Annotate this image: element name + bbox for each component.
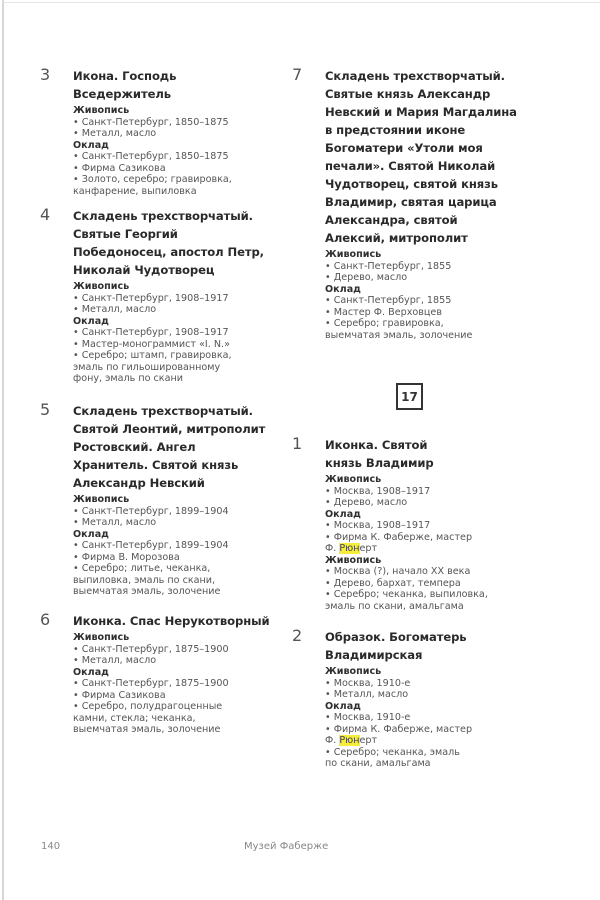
page-number: 140 [41,841,61,852]
title-line: Алексий, митрополит [325,231,468,245]
detail-line: • Металл, масло [325,689,409,700]
detail-line: • Санкт-Петербург, 1875–1900 [73,643,229,655]
detail-line: • Москва, 1908–1917 [325,520,431,531]
entry-title [73,67,278,103]
detail-line: • Санкт-Петербург, 1899–1904 [73,540,229,551]
title-line: Святой Леонтий, митрополит [73,422,266,436]
title-line: Святые князь Александр [325,87,491,101]
section-label: Живопись [325,666,382,677]
title-line: Чудотворец, святой князь [325,177,498,191]
title-line: Ростовский. Ангел [73,440,196,454]
detail-line: • Санкт-Петербург, 1875–1900 [73,678,229,689]
section-label: Живопись [73,494,130,505]
page-border-top [2,2,600,3]
catalog-entry-4 [40,205,278,385]
entry-title [73,612,278,630]
title-line: Богоматери «Утоли моя [325,141,483,155]
detail-line: • Фирма Сазикова [73,689,166,701]
title-line: в предстоянии иконе [325,123,466,137]
detail-line: эмаль по гильошированному [73,361,221,373]
detail-line: • Санкт-Петербург, 1908–1917 [73,292,229,304]
section-label: Живопись [73,105,130,116]
detail-line: • Санкт-Петербург, 1855 [325,295,452,306]
master-prefix: Ф. [325,543,340,554]
text-highlight[interactable]: Рюн [339,735,360,746]
detail-line: • Санкт-Петербург, 1899–1904 [73,505,229,517]
detail-line: • Дерево, масло [325,497,408,508]
title-line: Хранитель. Святой князь [73,458,239,472]
title-line: Складень трехстворчатый. [73,209,253,223]
section-label: Оклад [73,666,109,678]
title-line: Образок. Богоматерь [325,630,467,644]
detail-line: • Москва (?), начало XX века [325,566,471,577]
detail-line: • Серебро; гравировка, [325,318,444,329]
title-line: Иконка. Святой [325,438,428,452]
catalog-entry-6 [40,610,278,736]
running-footer: Музей Фаберже [244,841,329,852]
entry-title [325,436,525,472]
catalog-entry-2 [292,626,525,770]
title-line: Икона. Господь Вседержитель [73,69,177,101]
detail-line: • Серебро; чеканка, выпиловка, [325,589,488,600]
catalog-entry-7 [292,65,525,341]
detail-line: • Москва, 1908–1917 [325,485,431,497]
detail-line: камни, стекла; чеканка, [73,712,196,724]
detail-line: • Мастер Ф. Верховцев [325,306,442,318]
detail-line: • Москва, 1910-е [325,712,411,723]
title-line: Святые Георгий [73,227,178,241]
detail-line: • Металл, масло [73,517,157,528]
title-line: Складень трехстворчатый. [73,404,253,418]
section-label: Оклад [325,700,361,712]
master-name-line [325,543,525,555]
section-label: Живопись [73,281,130,292]
title-line: Победоносец, апостол Петр, [73,245,264,259]
detail-line: • Металл, масло [73,655,157,666]
title-line: князь Владимир [325,456,434,470]
section-label: Оклад [73,139,109,151]
detail-line: • Дерево, масло [325,272,408,283]
catalog-entry-3 [40,65,278,197]
section-label: Живопись [73,632,130,643]
detail-line: • Дерево, бархат, темпера [325,577,461,589]
detail-line: эмаль по скани, амальгама [325,600,464,612]
section-label: Живопись [325,554,382,566]
section-label: Живопись [325,474,382,485]
detail-line: • Серебро, полудрагоценные [73,701,223,712]
entry-title [73,402,278,492]
catalog-entry-5 [40,400,278,598]
master-suffix: ерт [359,543,378,554]
entry-number: 1 [292,434,303,453]
detail-line: выпиловка, эмаль по скани, [73,574,216,586]
title-line: Александра, святой [325,213,458,227]
page-border [2,0,4,900]
detail-line: • Металл, масло [73,128,157,139]
entry-number: 2 [292,626,303,645]
master-prefix: Ф. [325,735,340,746]
entry-number: 3 [40,65,51,84]
detail-line: • Фирма Сазикова [73,162,166,174]
title-line: Владимирская [325,648,423,662]
detail-line: • Санкт-Петербург, 1908–1917 [73,327,229,338]
detail-line: • Санкт-Петербург, 1850–1875 [73,151,229,162]
title-line: печали». Святой Николай [325,159,496,173]
detail-line: выемчатая эмаль, золочение [73,724,221,735]
title-line: Невский и Мария Магдалина [325,105,517,119]
text-highlight[interactable]: Рюн [339,543,360,554]
section-number-box: 17 [396,383,423,410]
detail-line: • Серебро; чеканка, эмаль [325,746,460,758]
section-label: Оклад [325,283,361,295]
detail-line: • Серебро; штамп, гравировка, [73,350,232,361]
title-line: Складень трехстворчатый. [325,69,505,83]
section-label: Оклад [325,508,361,520]
detail-line: • Мастер-монограммист «I. N.» [73,338,230,350]
detail-line: фону, эмаль по скани [73,373,183,384]
detail-line: • Серебро; литье, чеканка, [73,563,211,574]
title-line: Александр Невский [73,476,205,490]
entry-title [73,207,278,279]
detail-line: • Москва, 1910-е [325,677,411,689]
entry-number: 4 [40,205,51,224]
title-line: Владимир, святая царица [325,195,497,209]
section-label: Живопись [325,249,382,260]
entry-title [325,628,525,664]
detail-line: выемчатая эмаль, золочение [325,329,473,341]
detail-line: по скани, амальгама [325,758,431,769]
detail-line: • Фирма К. Фаберже, мастер [325,723,473,735]
detail-line: • Фирма К. Фаберже, мастер [325,531,473,543]
detail-line: • Санкт-Петербург, 1855 [325,260,452,272]
detail-line: • Золото, серебро; гравировка, [73,174,232,185]
detail-line: • Металл, масло [73,304,157,315]
master-suffix: ерт [359,735,378,746]
section-label: Оклад [73,315,109,327]
entry-details [325,249,525,341]
section-label: Оклад [73,528,109,540]
title-line: Николай Чудотворец [73,263,215,277]
detail-line: • Фирма В. Морозова [73,551,180,563]
entry-number: 7 [292,65,303,84]
detail-line: • Санкт-Петербург, 1850–1875 [73,116,229,128]
master-name-line [325,735,525,747]
detail-line: выемчатая эмаль, золочение [73,586,221,597]
entry-number: 6 [40,610,51,629]
detail-line: канфарение, выпиловка [73,185,197,197]
title-line: Иконка. Спас Нерукотворный [73,614,270,628]
catalog-entry-1 [292,434,525,612]
entry-title [325,67,525,247]
entry-number: 5 [40,400,51,419]
